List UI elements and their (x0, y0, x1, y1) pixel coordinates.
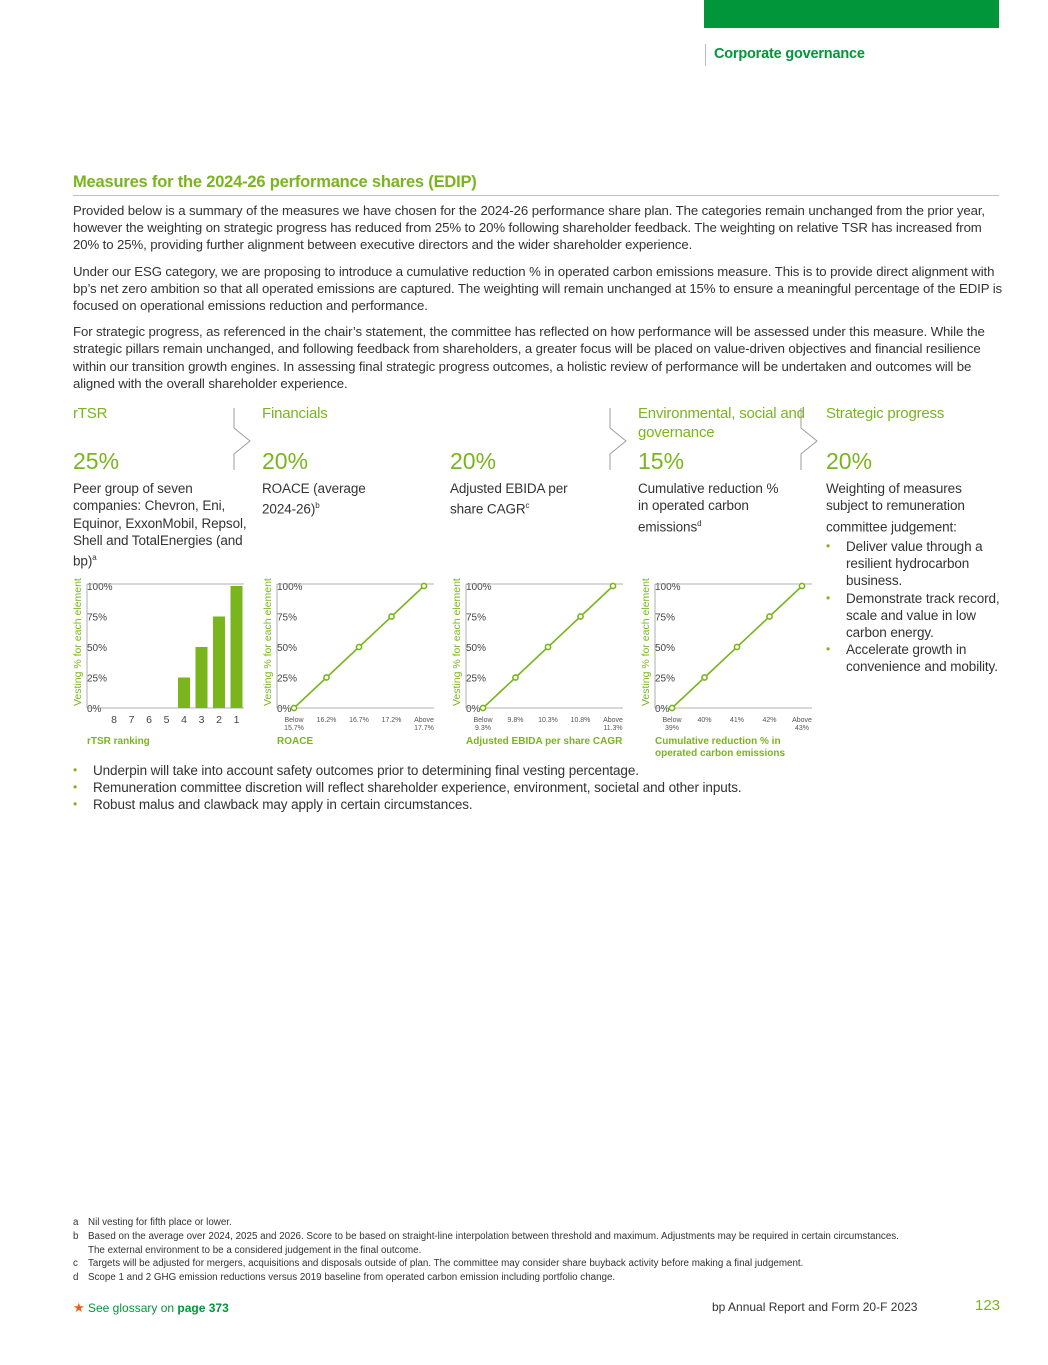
x-tick-label: 11.3% (603, 725, 623, 732)
x-tick-label: 8 (111, 714, 117, 726)
x-tick-label: 7 (128, 714, 135, 726)
x-tick-label: 16.7% (349, 717, 369, 724)
vesting-point (610, 583, 615, 588)
bar-rank-4 (178, 678, 190, 709)
section-label: Corporate governance (714, 46, 865, 62)
x-tick-label: 2 (216, 714, 222, 726)
footnote: c Targets will be adjusted for mergers, acquisitions and disposals outside of plan. The committee may consider share buyback activity before making a final judgement. (73, 1258, 804, 1270)
star-icon: ★ (73, 1300, 85, 1315)
column-description: Peer group of seven companies: Chevron, Eni, Equinor, ExxonMobil, Repsol, Shell and TotalEnergies (and bp)$^a$ (73, 481, 247, 569)
y-tick-label: 75% (87, 612, 108, 624)
glossary-link[interactable]: ★ See glossary on page 373 (73, 1300, 229, 1315)
paragraph-3: For strategic progress, as referenced in the chair’s statement, the committee has reflected on how performance will be assessed under this measure. While the strategic pillars remain unchanged, and following feedback from shareholders, a greater focus will be placed on value-driven objectives and financial resilience within our transition growth engines. In assessing final strategic progress outcomes, a holistic review of performance will be undertaken and outcomes will be aligned with the overall shareholder experience. (73, 324, 985, 391)
column-description: ROACE (average 2024-26)$^b$ (262, 481, 366, 517)
paragraph-2: Under our ESG category, we are proposing to introduce a cumulative reduction % in operated carbon emissions measure. This is to provide direct alignment with bp’s net zero ambition so that all operated emissions are captured. The weighting will remain unchanged at 15% to ensure a meaningful percentage of the EDIP is focused on operational emissions reduction and performance. (73, 263, 1003, 314)
footnote: a Nil vesting for fifth place or lower. (73, 1217, 232, 1228)
column-weighting: 25% (73, 448, 120, 474)
page-number: 123 (975, 1297, 1001, 1314)
x-tick-label: 40% (697, 717, 712, 724)
column-title: Financials (262, 405, 328, 422)
y-tick-label: 50% (655, 643, 676, 654)
bar-rank-2 (213, 617, 225, 709)
column-title: Environmental, social and governance (638, 405, 805, 441)
y-tick-label: 100% (277, 582, 303, 593)
x-axis-label: operated carbon emissions (655, 748, 786, 759)
vesting-point (291, 705, 296, 710)
y-axis-label: Vesting % for each element (72, 578, 84, 706)
vesting-point (767, 614, 772, 619)
x-tick-label: 16.2% (316, 717, 337, 724)
y-tick-label: 100% (655, 582, 681, 593)
vesting-point (669, 705, 674, 710)
measure-column-esg (638, 404, 813, 535)
measure-column-strategic-progress (826, 404, 1001, 535)
column-title (450, 404, 625, 444)
header-accent-bar (704, 0, 999, 28)
ebida-vesting-chart (449, 576, 629, 761)
y-tick-label: 0% (87, 704, 102, 715)
y-tick-label: 50% (277, 643, 298, 654)
column-title: rTSR (73, 405, 108, 422)
footnote: b Based on the average over 2024, 2025 and 2026. Score to be based on straight-line interpolation between threshold and maximum. Adjustments may be required in certain circumstances. (73, 1230, 899, 1242)
y-tick-label: 100% (87, 582, 113, 593)
x-tick-label: Below (473, 717, 493, 724)
y-tick-label: 100% (466, 582, 492, 593)
x-tick-label: Below (662, 717, 682, 724)
y-tick-label: 50% (466, 643, 487, 654)
rtsr-vesting-chart (70, 576, 250, 761)
y-axis-label: Vesting % for each element (640, 578, 652, 706)
y-tick-label: 25% (466, 673, 487, 685)
carbon-vesting-chart (638, 576, 818, 761)
x-tick-label: 3 (198, 714, 205, 726)
heading-rule (73, 195, 999, 196)
vesting-point (799, 583, 804, 588)
vesting-point (421, 583, 426, 588)
footnote: The external environment to be a considered judgement in the final outcome. (88, 1244, 422, 1256)
measure-column-rtsr (73, 404, 248, 570)
column-weighting: 20% (450, 448, 497, 474)
x-tick-label: Above (792, 717, 812, 724)
column-description: Adjusted EBIDA per share CAGR$^c$ (450, 481, 568, 517)
x-axis-label: Adjusted EBIDA per share CAGR (466, 736, 623, 747)
vesting-point (389, 614, 394, 619)
x-tick-label: 6 (146, 714, 152, 726)
x-axis-label: Cumulative reduction % in (655, 736, 781, 747)
paragraph-1: Provided below is a summary of the measures we have chosen for the 2024-26 performance share plan. The categories remain unchanged from the prior year, however the weighting on strategic progress has reduced from 25% to 20% following shareholder feedback. The weighting on relative TSR has increased from 20% to 25%, providing further alignment between executive directors and the wider shareholder experience. (73, 203, 985, 253)
list-item: • Demonstrate track record, scale and value in low carbon energy. (826, 590, 1001, 642)
y-tick-label: 25% (655, 673, 676, 685)
header-divider (705, 44, 706, 66)
x-tick-label: 17.2% (381, 717, 402, 724)
vesting-point (356, 644, 361, 649)
strategic-progress-bullets (826, 538, 1001, 676)
vesting-point (480, 705, 485, 710)
y-tick-label: 25% (277, 673, 298, 685)
y-tick-label: 0% (277, 704, 292, 715)
y-axis-label: Vesting % for each element (451, 578, 463, 706)
y-tick-label: 0% (466, 704, 481, 715)
y-tick-label: 75% (277, 612, 298, 624)
vesting-point (513, 675, 518, 680)
column-title: Strategic progress (826, 405, 945, 422)
report-title: bp Annual Report and Form 20-F 2023 (712, 1300, 918, 1314)
footnotes (73, 1216, 1003, 1285)
x-tick-label: 9.3% (475, 725, 491, 732)
page-heading: Measures for the 2024-26 performance shares (EDIP) (73, 173, 477, 191)
x-tick-label: 5 (163, 714, 170, 726)
measure-column-financials-roace (262, 404, 437, 518)
list-item: • Deliver value through a resilient hydrocarbon business. (826, 538, 1001, 590)
x-tick-label: 10.3% (538, 717, 558, 724)
vesting-point (734, 644, 739, 649)
column-description: Weighting of measures subject to remuneration committee judgement: (826, 481, 965, 535)
measure-column-financials-ebida (450, 404, 625, 518)
x-axis-label: rTSR ranking (87, 736, 150, 747)
roace-vesting-chart (260, 576, 440, 761)
x-tick-label: Above (414, 717, 434, 724)
y-axis-label: Vesting % for each element (262, 578, 274, 706)
x-axis-label: ROACE (277, 736, 314, 747)
x-tick-label: 43% (794, 725, 810, 732)
vesting-point (324, 675, 329, 680)
bar-rank-1 (231, 586, 243, 708)
x-tick-label: 41% (729, 717, 745, 724)
x-tick-label: 39% (664, 725, 680, 732)
bar-rank-3 (196, 647, 208, 708)
x-tick-label: 1 (233, 714, 240, 726)
column-weighting: 20% (262, 448, 309, 474)
footnote: d Scope 1 and 2 GHG emission reductions versus 2019 baseline from operated carbon emission including portfolio change. (73, 1272, 616, 1284)
list-item: • Underpin will take into account safety outcomes prior to determining final vesting percentage. (73, 762, 742, 779)
intro-paragraphs (73, 202, 1003, 401)
list-item: • Robust malus and clawback may apply in certain circumstances. (73, 796, 742, 813)
x-tick-label: 4 (181, 714, 187, 726)
x-tick-label: 9.8% (507, 717, 524, 724)
chevron-separator-icon (228, 408, 254, 470)
column-weighting: 20% (826, 448, 873, 474)
vesting-point (578, 614, 583, 619)
chevron-separator-icon (795, 408, 821, 470)
column-description: Cumulative reduction % in operated carbon emissions$^d$ (638, 481, 779, 535)
x-tick-label: Below (284, 717, 304, 724)
x-tick-label: Above (603, 717, 623, 724)
vesting-point (702, 675, 707, 680)
list-item: • Accelerate growth in convenience and mobility. (826, 641, 1001, 675)
list-item: • Remuneration committee discretion will reflect shareholder experience, environment, societal and other inputs. (73, 779, 742, 796)
glossary-page-link[interactable]: page 373 (177, 1301, 229, 1315)
x-tick-label: 42% (762, 717, 777, 724)
y-tick-label: 50% (87, 643, 108, 654)
chevron-separator-icon (604, 408, 630, 470)
x-tick-label: 17.7% (414, 725, 434, 732)
y-tick-label: 25% (87, 673, 108, 685)
underpin-bullets (73, 762, 742, 814)
y-tick-label: 75% (655, 612, 676, 624)
y-tick-label: 0% (655, 704, 670, 715)
x-tick-label: 15.7% (284, 725, 304, 732)
vesting-point (545, 644, 550, 649)
x-tick-label: 10.8% (570, 717, 591, 724)
column-weighting: 15% (638, 448, 685, 474)
y-tick-label: 75% (466, 612, 487, 624)
